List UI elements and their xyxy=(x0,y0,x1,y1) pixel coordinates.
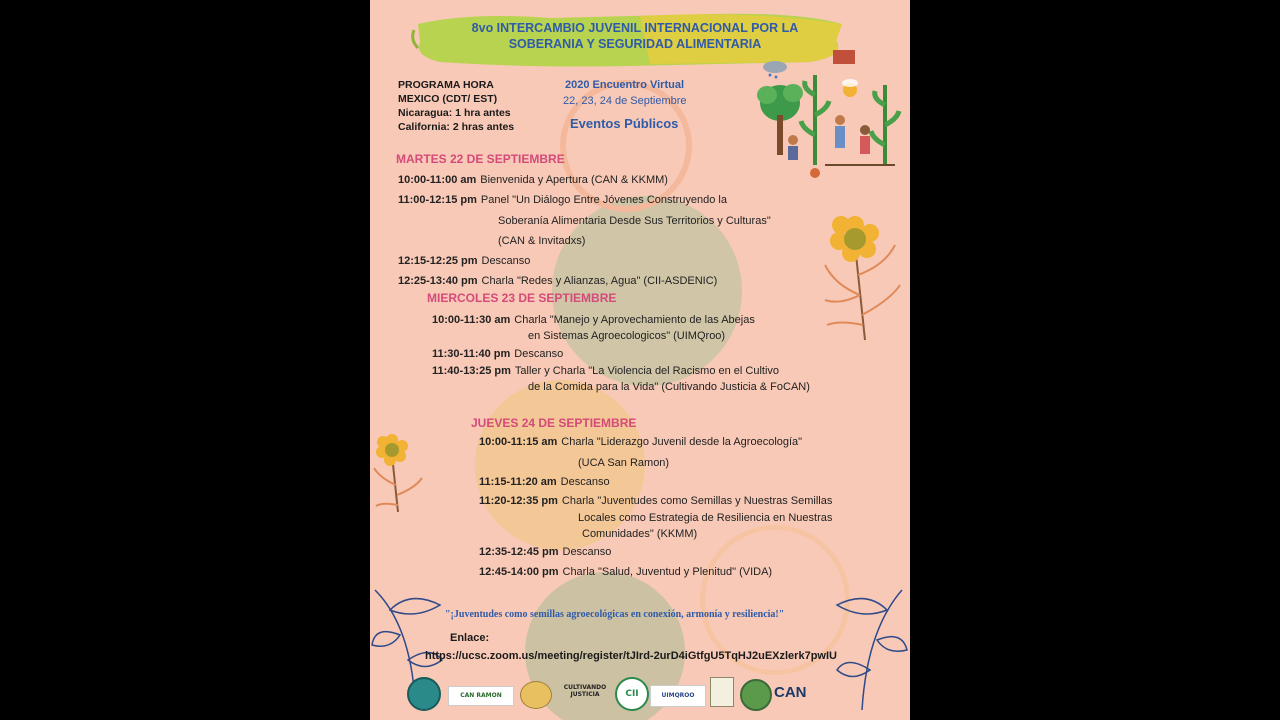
schedule-row xyxy=(432,348,563,360)
schedule-desc-continuation: de la Comida para la Vida" (Cultivando Justicia & FoCAN) xyxy=(528,381,810,393)
logo-text: CAN RAMON xyxy=(460,692,502,699)
schedule-desc-continuation: Soberanía Alimentaria Desde Sus Territorios y Culturas" xyxy=(498,215,771,227)
organization-logo xyxy=(710,677,734,707)
title-line-1: 8vo INTERCAMBIO JUVENIL INTERNACIONAL POR LA xyxy=(471,21,799,35)
organization-logo xyxy=(774,684,832,704)
schedule-desc: Charla "Salud, Juventud y Plenitud" (VIDA) xyxy=(562,566,773,578)
schedule-desc: Taller y Charla "La Violencia del Racismo en el Cultivo xyxy=(514,365,780,377)
logo-text: CII xyxy=(625,689,639,699)
event-dates: 22, 23, 24 de Septiembre xyxy=(563,95,687,107)
schedule-desc: Panel "Un Diálogo Entre Jóvenes Construyendo la xyxy=(480,194,727,206)
schedule-row xyxy=(479,436,802,448)
schedule-desc: Bienvenida y Apertura (CAN & KKMM) xyxy=(480,174,668,186)
farming-community-illustration xyxy=(745,45,905,195)
schedule-desc-continuation: Locales como Estrategia de Resiliencia en Nuestras xyxy=(578,512,833,524)
program-time-info xyxy=(398,78,514,134)
schedule-desc: Charla "Liderazgo Juvenil desde la Agroecología" xyxy=(561,436,803,448)
schedule-desc-continuation: en Sistemas Agroecologicos" (UIMQroo) xyxy=(528,330,726,342)
logo-text: UIMQROO xyxy=(661,692,695,699)
event-poster xyxy=(370,0,910,720)
schedule-time: 12:35-12:45 pm xyxy=(479,546,559,558)
schedule-time: 10:00-11:30 am xyxy=(432,314,511,326)
schedule-row xyxy=(398,255,530,267)
program-line-2: MEXICO (CDT/ EST) xyxy=(398,93,498,105)
leaves-bottom-right-illustration xyxy=(832,585,910,715)
logo-text: CULTIVANDO JUSTICIA xyxy=(563,684,607,698)
schedule-time: 11:40-13:25 pm xyxy=(432,365,511,377)
schedule-desc: Descanso xyxy=(481,255,531,267)
schedule-desc: Descanso xyxy=(514,348,564,360)
schedule-desc: Charla "Redes y Alianzas, Agua" (CII-ASDENIC) xyxy=(481,275,718,287)
organization-logo xyxy=(650,685,706,707)
schedule-row xyxy=(398,275,717,287)
schedule-row xyxy=(432,365,779,377)
sunflower-right-illustration xyxy=(815,205,910,345)
organization-logo xyxy=(562,684,608,698)
schedule-time: 11:15-11:20 am xyxy=(479,476,557,488)
slogan-quote: "¡Juventudes como semillas agroecológicas en conexión, armonía y resiliencia!" xyxy=(445,609,785,620)
schedule-row xyxy=(398,194,727,206)
schedule-time: 12:45-14:00 pm xyxy=(479,566,559,578)
schedule-desc-continuation: Comunidades" (KKMM) xyxy=(582,528,698,540)
schedule-row xyxy=(479,476,610,488)
event-public: Eventos Públicos xyxy=(570,116,679,131)
logo-text: CAN xyxy=(774,684,807,701)
schedule-time: 12:15-12:25 pm xyxy=(398,255,478,267)
schedule-row xyxy=(398,174,668,186)
day-heading-tuesday: MARTES 22 DE SEPTIEMBRE xyxy=(396,152,565,166)
event-virtual: 2020 Encuentro Virtual xyxy=(565,79,685,91)
schedule-time: 11:00-12:15 pm xyxy=(398,194,477,206)
schedule-desc-continuation: (CAN & Invitadxs) xyxy=(498,235,586,247)
link-label: Enlace: xyxy=(450,632,490,644)
organization-logo xyxy=(448,686,514,706)
schedule-desc-continuation: (UCA San Ramon) xyxy=(578,457,670,469)
schedule-desc: Charla "Juventudes como Semillas y Nuestras Semillas xyxy=(561,495,833,507)
schedule-time: 10:00-11:15 am xyxy=(479,436,558,448)
schedule-desc: Charla "Manejo y Aprovechamiento de las Abejas xyxy=(514,314,755,326)
sunflower-left-illustration xyxy=(370,430,430,515)
program-line-1: PROGRAMA HORA xyxy=(398,79,494,91)
organization-logo xyxy=(520,681,552,709)
program-line-3: Nicaragua: 1 hra antes xyxy=(398,107,511,119)
organization-logo xyxy=(740,679,772,711)
program-line-4: California: 2 hras antes xyxy=(398,121,515,133)
schedule-row xyxy=(479,495,832,507)
organization-logo xyxy=(615,677,649,711)
organization-logo xyxy=(407,677,441,711)
schedule-time: 12:25-13:40 pm xyxy=(398,275,478,287)
day-heading-wednesday: MIERCOLES 23 DE SEPTIEMBRE xyxy=(427,291,617,305)
schedule-row xyxy=(479,546,611,558)
schedule-time: 11:30-11:40 pm xyxy=(432,348,511,360)
schedule-desc: Descanso xyxy=(560,476,610,488)
schedule-row xyxy=(479,566,772,578)
schedule-desc: Descanso xyxy=(562,546,612,558)
day-heading-thursday: JUEVES 24 DE SEPTIEMBRE xyxy=(471,416,637,430)
schedule-time: 11:20-12:35 pm xyxy=(479,495,558,507)
title-line-2: SOBERANIA Y SEGURIDAD ALIMENTARIA xyxy=(508,37,762,51)
schedule-time: 10:00-11:00 am xyxy=(398,174,477,186)
schedule-row xyxy=(432,314,755,326)
registration-link[interactable]: https://ucsc.zoom.us/meeting/register/tJIrd-2urD4iGtfgU5TqHJ2uEXzlerk7pwIU xyxy=(425,650,837,662)
